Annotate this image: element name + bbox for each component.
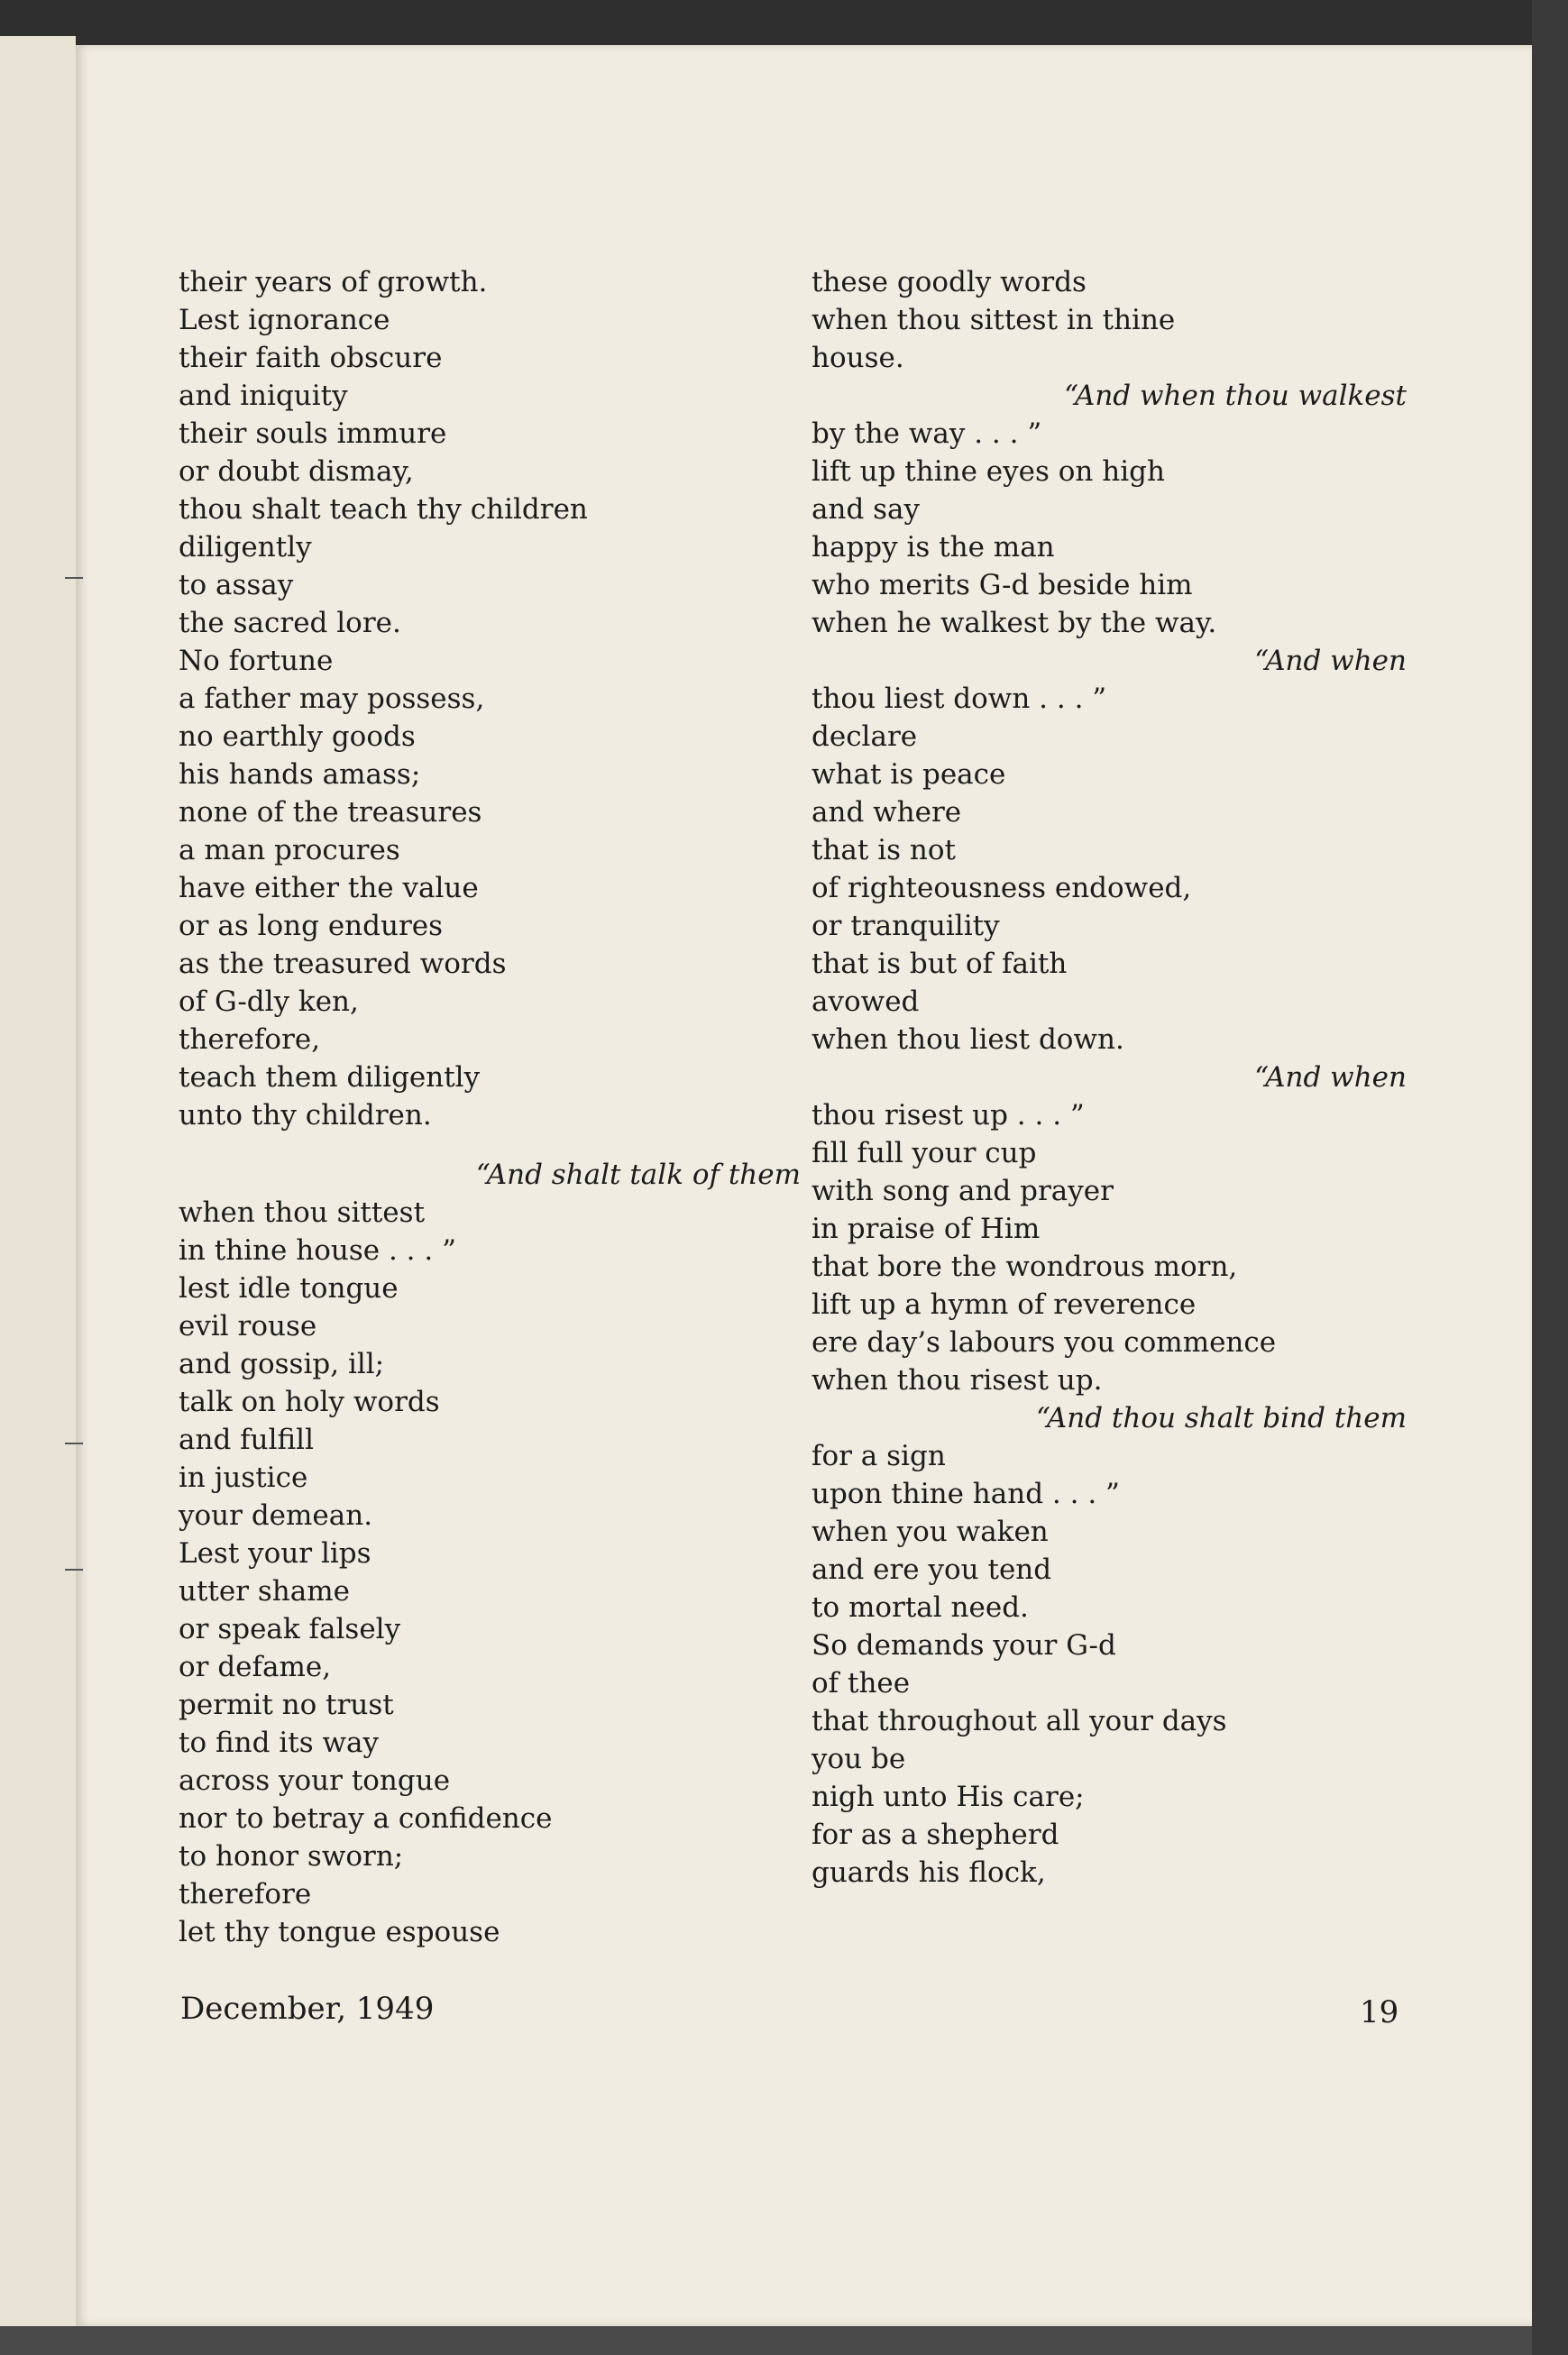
poem-line: across your tongue [179, 1764, 451, 1797]
poem-line: their souls immure [179, 417, 447, 450]
poem-line: with song and prayer [812, 1175, 1114, 1207]
poem-line: who merits G-d beside him [812, 569, 1193, 601]
poem-line: avowed [812, 985, 920, 1018]
poem-line: what is peace [812, 758, 1006, 791]
poem-line: and fulfill [179, 1424, 315, 1456]
poem-line: Lest your lips [179, 1537, 371, 1570]
poem-line: lest idle tongue [179, 1272, 399, 1305]
poem-line: his hands amass; [179, 758, 421, 791]
poem-line: and ere you tend [812, 1553, 1052, 1586]
poem-line: you be [812, 1743, 906, 1775]
poem-column-left [179, 263, 801, 1951]
poem-line: happy is the man [812, 531, 1055, 564]
poem-line: that bore the wondrous morn, [812, 1251, 1238, 1283]
poem-line: No fortune [179, 645, 334, 677]
verse-quote-heading: “And when [1254, 645, 1407, 677]
stanza-gap [179, 1134, 801, 1156]
poem-line: diligently [179, 531, 312, 564]
poem-line: thou shalt teach thy children [179, 493, 588, 526]
poem-line: when thou sittest in thine [812, 304, 1176, 336]
poem-line: have either the value [179, 872, 479, 904]
poem-line: to assay [179, 569, 294, 601]
verse-quote-heading: “And when thou walkest [1064, 380, 1407, 412]
poem-line: So demands your G-d [812, 1629, 1116, 1662]
binding-mark [65, 1569, 83, 1571]
poem-line: when thou liest down. [812, 1023, 1124, 1056]
poem-line: therefore, [179, 1023, 321, 1056]
poem-line: to find its way [179, 1727, 379, 1759]
previous-page-edge [0, 36, 76, 2326]
poem-column-right [812, 263, 1407, 1892]
poem-line: fill full your cup [812, 1137, 1037, 1169]
poem-line: lift up a hymn of reverence [812, 1288, 1197, 1321]
poem-line: nigh unto His care; [812, 1781, 1085, 1813]
poem-line: and say [812, 493, 921, 526]
poem-line: that throughout all your days [812, 1705, 1227, 1737]
poem-line: and gossip, ill; [179, 1348, 385, 1380]
poem-line: evil rouse [179, 1310, 317, 1342]
poem-line: when you waken [812, 1516, 1049, 1548]
poem-line: no earthly goods [179, 720, 416, 753]
poem-line: Lest ignorance [179, 304, 390, 336]
verse-quote-heading: “And thou shalt bind them [1036, 1402, 1407, 1434]
poem-line: their faith obscure [179, 342, 443, 374]
poem-line: declare [812, 720, 918, 753]
poem-line: thou risest up . . . ” [812, 1099, 1085, 1132]
poem-line: your demean. [179, 1499, 373, 1532]
verse-quote-heading: “And when [1254, 1061, 1407, 1094]
poem-line: of thee [812, 1667, 911, 1700]
poem-line: or as long endures [179, 910, 444, 942]
poem-line: of G-dly ken, [179, 985, 359, 1018]
poem-line: for a sign [812, 1440, 946, 1472]
poem-line: for as a shepherd [812, 1819, 1059, 1851]
poem-line: when thou sittest [179, 1196, 426, 1229]
poem-line: thou liest down . . . ” [812, 683, 1107, 715]
issue-date: December, 1949 [180, 1991, 435, 2027]
page-number: 19 [1360, 1994, 1399, 2030]
poem-line: that is but of faith [812, 948, 1068, 980]
poem-line: permit no trust [179, 1689, 394, 1721]
poem-line: teach them diligently [179, 1061, 481, 1094]
poem-line: guards his flock, [812, 1856, 1046, 1889]
poem-line: let thy tongue espouse [179, 1916, 500, 1948]
poem-line: to mortal need. [812, 1591, 1029, 1624]
poem-line: and where [812, 796, 962, 829]
poem-line: as the treasured words [179, 948, 507, 980]
binding-mark [65, 577, 83, 579]
poem-line: a father may possess, [179, 683, 485, 715]
poem-line: unto thy children. [179, 1099, 432, 1132]
poem-line: ere day’s labours you commence [812, 1326, 1277, 1359]
poem-line: a man procures [179, 834, 400, 866]
poem-line: and iniquity [179, 380, 348, 412]
poem-line: in thine house . . . ” [179, 1234, 456, 1267]
poem-line: by the way . . . ” [812, 417, 1042, 450]
poem-line: upon thine hand . . . ” [812, 1478, 1120, 1510]
poem-line: of righteousness endowed, [812, 872, 1192, 904]
poem-line: or defame, [179, 1651, 332, 1683]
verse-quote-heading: “And shalt talk of them [475, 1159, 801, 1191]
poem-line: none of the treasures [179, 796, 482, 829]
poem-line: house. [812, 342, 904, 374]
binding-mark [65, 1443, 83, 1444]
background-top [0, 0, 1568, 47]
poem-line: or tranquility [812, 910, 1000, 942]
poem-line: the sacred lore. [179, 607, 401, 639]
poem-line: that is not [812, 834, 956, 866]
poem-line: utter shame [179, 1575, 350, 1608]
poem-line: talk on holy words [179, 1386, 440, 1418]
poem-line: to honor sworn; [179, 1840, 404, 1873]
poem-line: when thou risest up. [812, 1364, 1103, 1397]
poem-line: nor to betray a confidence [179, 1802, 553, 1835]
poem-line: these goodly words [812, 266, 1087, 298]
poem-line: their years of growth. [179, 266, 488, 298]
poem-line: or doubt dismay, [179, 455, 414, 488]
poem-line: lift up thine eyes on high [812, 455, 1165, 488]
poem-line: in praise of Him [812, 1213, 1041, 1245]
poem-line: therefore [179, 1878, 312, 1911]
poem-line: when he walkest by the way. [812, 607, 1217, 639]
poem-line: or speak falsely [179, 1613, 401, 1645]
poem-line: in justice [179, 1462, 308, 1494]
background-right [1532, 0, 1568, 2355]
